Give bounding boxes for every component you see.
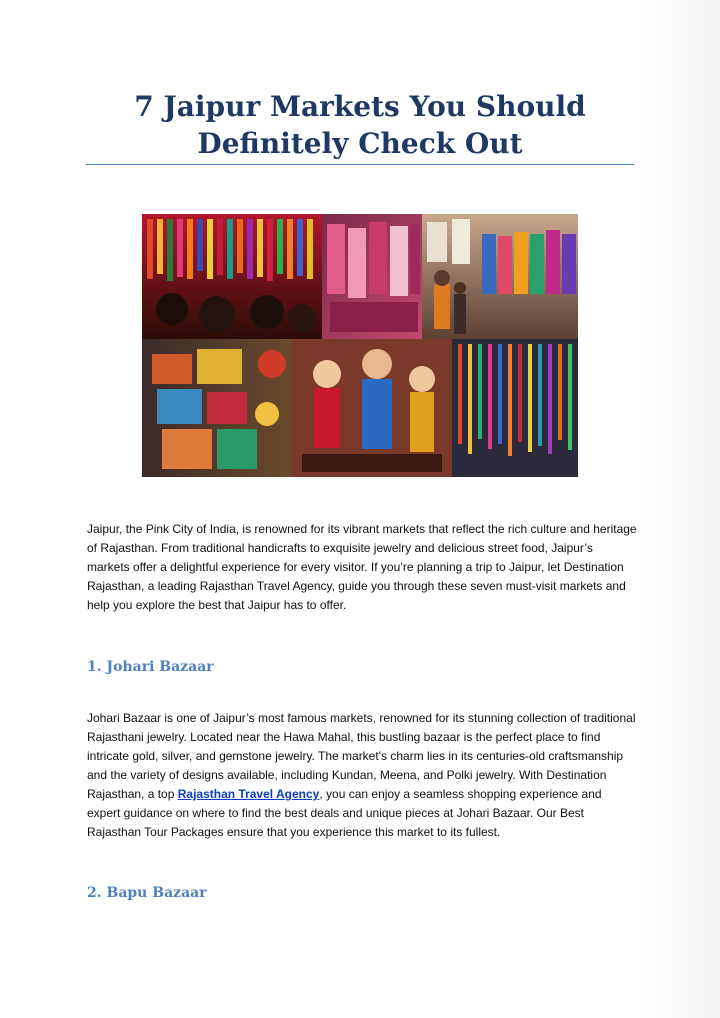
rajasthan-travel-agency-link[interactable]: Rajasthan Travel Agency — [177, 787, 320, 801]
page-edge-shadow — [640, 0, 720, 1018]
title-underline — [86, 164, 634, 165]
johari-text-before-link: Johari Bazaar is one of Jaipur’s most famous markets, renowned for its stunning collection of traditional Rajasthani jewelry. Located near the Hawa Mahal, this bustling bazaar is the perfect place to find intricate gold, silver, and gemstone jewelry. The market's charm lies in its centuries-old craftsmanship and the variety of designs available, including Kundan, Meena, and Polki jewelry. With Destination Rajasthan, a top — [87, 711, 636, 801]
johari-bazaar-paragraph — [87, 709, 637, 842]
title-line-2: Definitely Check Out — [197, 127, 523, 160]
intro-paragraph: Jaipur, the Pink City of India, is renowned for its vibrant markets that reflect the rich culture and heritage of Rajasthan. From traditional handicrafts to exquisite jewelry and delicious street food, Jaipur’s markets offer a delightful experience for every visitor. If you’re planning a trip to Jaipur, let Destination Rajasthan, a leading Rajasthan Travel Agency, guide you through these seven must-visit markets and help you explore the best that Jaipur has to offer. — [87, 522, 637, 612]
section-heading-bapu-bazaar: 2. Bapu Bazaar — [87, 885, 207, 901]
johari-text-after-link: , you can enjoy a seamless shopping experience and expert guidance on where to find the best deals and unique pieces at Johari Bazaar. Our Best Rajasthan Tour Packages ensure that you experience this market to its fullest. — [87, 787, 602, 839]
page-title — [86, 88, 634, 162]
market-collage-image — [142, 214, 578, 477]
section-heading-johari-bazaar: 1. Johari Bazaar — [87, 659, 214, 675]
title-line-1: 7 Jaipur Markets You Should — [134, 90, 586, 123]
